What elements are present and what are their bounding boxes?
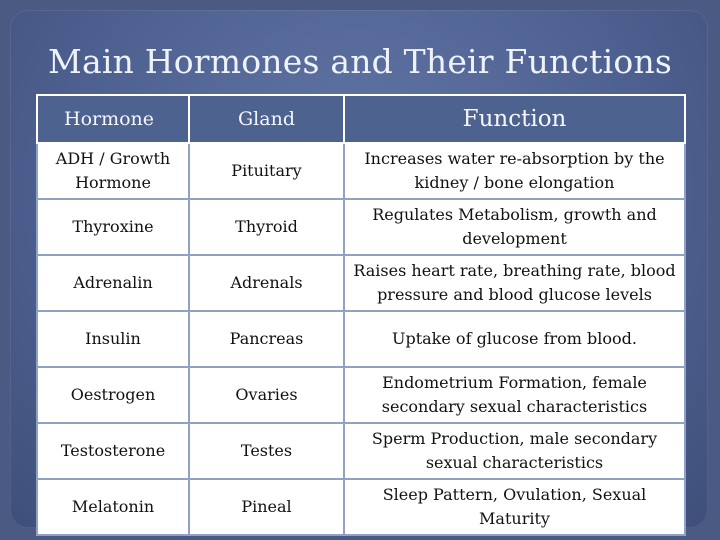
table-row bbox=[37, 143, 685, 199]
cell-gland: Pancreas bbox=[189, 311, 344, 367]
cell-hormone: ADH / Growth Hormone bbox=[37, 143, 189, 199]
cell-gland: Ovaries bbox=[189, 367, 344, 423]
cell-gland: Adrenals bbox=[189, 255, 344, 311]
cell-gland: Thyroid bbox=[189, 199, 344, 255]
cell-gland: Pineal bbox=[189, 479, 344, 535]
cell-hormone: Testosterone bbox=[37, 423, 189, 479]
table-row bbox=[37, 423, 685, 479]
cell-hormone: Oestrogen bbox=[37, 367, 189, 423]
cell-hormone: Thyroxine bbox=[37, 199, 189, 255]
cell-function: Endometrium Formation, female secondary sexual characteristics bbox=[344, 367, 685, 423]
cell-function: Sleep Pattern, Ovulation, Sexual Maturity bbox=[344, 479, 685, 535]
cell-hormone: Insulin bbox=[37, 311, 189, 367]
cell-function: Sperm Production, male secondary sexual characteristics bbox=[344, 423, 685, 479]
table-row bbox=[37, 311, 685, 367]
header-function: Function bbox=[344, 95, 685, 143]
table-row bbox=[37, 479, 685, 535]
header-hormone: Hormone bbox=[37, 95, 189, 143]
cell-function: Regulates Metabolism, growth and development bbox=[344, 199, 685, 255]
header-gland: Gland bbox=[189, 95, 344, 143]
cell-gland: Testes bbox=[189, 423, 344, 479]
hormone-table bbox=[36, 94, 686, 536]
table-row bbox=[37, 367, 685, 423]
slide-title: Main Hormones and Their Functions bbox=[47, 42, 673, 81]
table-row bbox=[37, 255, 685, 311]
cell-gland: Pituitary bbox=[189, 143, 344, 199]
cell-function: Raises heart rate, breathing rate, blood pressure and blood glucose levels bbox=[344, 255, 685, 311]
table-row bbox=[37, 199, 685, 255]
cell-function: Increases water re-absorption by the kidney / bone elongation bbox=[344, 143, 685, 199]
table-header-row bbox=[37, 95, 685, 143]
cell-hormone: Melatonin bbox=[37, 479, 189, 535]
cell-function: Uptake of glucose from blood. bbox=[344, 311, 685, 367]
cell-hormone: Adrenalin bbox=[37, 255, 189, 311]
